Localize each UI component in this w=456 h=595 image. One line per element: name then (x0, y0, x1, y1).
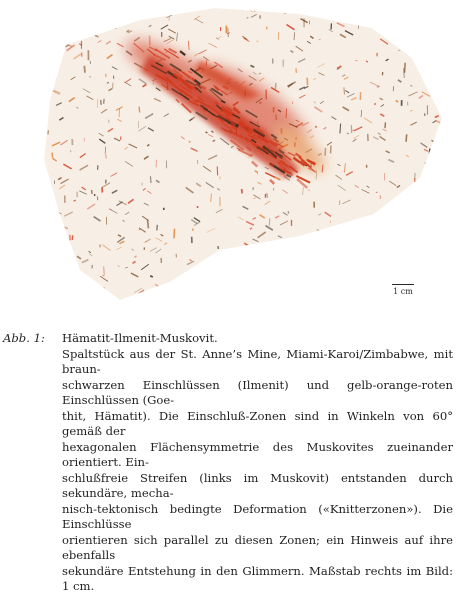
inclusion-speck (168, 12, 173, 15)
inclusion-speck (257, 41, 259, 42)
caption-line: sekundäre Entstehung in den Glimmern. Maßstab rechts im Bild: 1 cm. (62, 564, 453, 595)
inclusion-speck (405, 63, 406, 73)
inclusion-speck (280, 259, 284, 261)
inclusion-speck (67, 22, 74, 26)
inclusion-speck (342, 298, 349, 302)
inclusion-speck (49, 39, 52, 40)
inclusion-speck (406, 134, 407, 142)
inclusion-speck (341, 236, 348, 240)
inclusion-speck (429, 239, 436, 242)
inclusion-speck (51, 51, 59, 56)
inclusion-speck (139, 107, 140, 113)
inclusion-speck (414, 220, 422, 225)
inclusion-speck (373, 13, 381, 17)
inclusion-speck (104, 266, 105, 275)
inclusion-speck (45, 34, 54, 39)
inclusion-speck (413, 195, 415, 196)
inclusion-speck (256, 7, 263, 12)
inclusion-speck (364, 217, 369, 220)
inclusion-speck (346, 273, 352, 276)
inclusion-speck (436, 161, 440, 164)
inclusion-speck (411, 19, 413, 20)
scale-bar-line (392, 284, 414, 285)
caption-line: orientieren sich parallel zu diesen Zonen; ein Hinweis auf ihre ebenfalls (62, 533, 453, 564)
inclusion-speck (255, 254, 256, 263)
inclusion-speck (148, 220, 149, 229)
inclusion-speck (436, 244, 443, 248)
figure-label: Abb. 1: (3, 331, 62, 347)
inclusion-speck (311, 279, 312, 284)
inclusion-speck (315, 126, 317, 127)
inclusion-speck (283, 278, 284, 288)
inclusion-speck (53, 234, 56, 235)
inclusion-speck (341, 233, 348, 237)
inclusion-speck (428, 271, 430, 272)
inclusion-speck (378, 230, 384, 234)
inclusion-speck (425, 20, 432, 25)
inclusion-speck (84, 66, 85, 73)
inclusion-speck (311, 300, 313, 301)
inclusion-speck (398, 210, 399, 217)
inclusion-speck (45, 86, 49, 88)
inclusion-speck (326, 250, 335, 254)
inclusion-speck (443, 22, 444, 32)
inclusion-speck (280, 289, 287, 293)
caption-line: schlußfreie Streifen (links im Muskovit) entstanden durch sekundäre, mecha- (62, 471, 453, 502)
inclusion-speck (409, 28, 415, 31)
inclusion-speck (35, 169, 43, 174)
caption-line: nisch-tektonisch bedingte Deformation («Knitterzonen»). Die Einschlüsse (62, 502, 453, 533)
inclusion-speck (424, 42, 430, 46)
inclusion-speck (228, 284, 230, 285)
inclusion-speck (174, 229, 175, 239)
inclusion-speck (404, 222, 409, 226)
inclusion-speck (317, 230, 325, 234)
inclusion-speck (237, 5, 244, 9)
inclusion-speck (211, 193, 212, 202)
figure-title: Hämatit-Ilmenit-Muskovit. (62, 331, 453, 347)
inclusion-speck (441, 290, 449, 295)
inclusion-speck (314, 232, 322, 238)
inclusion-speck (70, 267, 79, 271)
inclusion-speck (243, 290, 246, 291)
inclusion-speck (387, 21, 394, 25)
inclusion-speck (213, 140, 216, 141)
inclusion-speck (428, 196, 434, 199)
inclusion-speck (206, 132, 208, 133)
inclusion-speck (108, 7, 115, 12)
inclusion-speck (436, 142, 443, 146)
inclusion-speck (62, 281, 68, 284)
inclusion-speck (112, 17, 115, 19)
inclusion-speck (195, 6, 204, 11)
inclusion-speck (419, 208, 425, 212)
inclusion-speck (367, 231, 374, 234)
inclusion-speck (67, 265, 70, 267)
inclusion-speck (396, 259, 398, 260)
inclusion-speck (298, 248, 299, 257)
inclusion-speck (349, 13, 354, 16)
inclusion-speck (289, 286, 296, 291)
figure-caption (3, 331, 453, 595)
inclusion-speck (209, 284, 214, 286)
inclusion-speck (431, 187, 434, 188)
inclusion-speck (51, 16, 55, 19)
inclusion-speck (265, 269, 269, 271)
inclusion-speck (343, 9, 350, 13)
inclusion-speck (389, 246, 397, 250)
inclusion-speck (426, 58, 434, 63)
inclusion-speck (412, 242, 418, 245)
inclusion-speck (41, 69, 44, 71)
inclusion-speck (361, 14, 365, 16)
inclusion-speck (353, 13, 362, 17)
inclusion-speck (290, 239, 295, 243)
inclusion-speck (256, 254, 261, 257)
inclusion-speck (246, 299, 254, 303)
inclusion-speck (247, 294, 248, 301)
inclusion-speck (240, 299, 244, 301)
inclusion-speck (279, 242, 280, 249)
inclusion-speck (389, 26, 393, 29)
inclusion-speck (224, 262, 233, 266)
inclusion-speck (406, 239, 411, 242)
inclusion-speck (398, 198, 402, 201)
inclusion-speck (422, 70, 430, 75)
inclusion-speck (303, 7, 310, 10)
inclusion-speck (340, 248, 341, 258)
inclusion-speck (340, 124, 341, 134)
inclusion-speck (57, 238, 60, 240)
scale-bar-label: 1 cm (385, 287, 421, 296)
caption-line: schwarzen Einschlüssen (Ilmenit) und gelb-orange-roten Einschlüssen (Goe- (62, 378, 453, 409)
inclusion-speck (150, 276, 153, 277)
inclusion-speck (429, 249, 434, 251)
inclusion-speck (293, 289, 296, 291)
inclusion-speck (179, 277, 183, 280)
inclusion-speck (46, 254, 51, 257)
inclusion-speck (430, 248, 431, 255)
caption-body (62, 347, 453, 595)
inclusion-speck (35, 23, 41, 27)
inclusion-speck (78, 282, 81, 283)
inclusion-speck (42, 198, 44, 199)
scale-bar (385, 284, 421, 296)
inclusion-speck (49, 56, 50, 66)
inclusion-speck (374, 103, 376, 104)
inclusion-speck (274, 248, 282, 252)
inclusion-speck (241, 270, 247, 274)
inclusion-speck (410, 253, 415, 256)
inclusion-speck (324, 246, 331, 251)
caption-heading (3, 331, 453, 347)
inclusion-speck (246, 253, 253, 256)
caption-line: hexagonalen Flächensymmetrie des Muskovites zueinander orientiert. Ein- (62, 440, 453, 471)
inclusion-speck (234, 297, 242, 302)
inclusion-speck (419, 238, 427, 242)
inclusion-speck (333, 11, 341, 15)
inclusion-speck (275, 83, 276, 89)
inclusion-speck (352, 251, 361, 255)
inclusion-speck (426, 296, 430, 299)
caption-line: Spaltstück aus der St. Anne’s Mine, Miami-Karoi/Zimbabwe, mit braun- (62, 347, 453, 378)
inclusion-speck (445, 281, 452, 285)
inclusion-speck (345, 243, 351, 246)
inclusion-speck (152, 290, 159, 293)
inclusion-speck (359, 246, 364, 249)
inclusion-speck (376, 288, 378, 289)
inclusion-speck (414, 241, 422, 246)
inclusion-speck (206, 287, 213, 290)
caption-line: thit, Hämatit). Die Einschluß-Zonen sind in Winkeln von 60° gemäß der (62, 409, 453, 440)
inclusion-speck (419, 231, 426, 235)
inclusion-speck (417, 211, 421, 213)
inclusion-speck (288, 295, 295, 299)
inclusion-speck (201, 300, 207, 304)
inclusion-speck (64, 264, 66, 265)
inclusion-speck (436, 152, 444, 158)
inclusion-speck (394, 253, 396, 254)
inclusion-speck (425, 168, 428, 169)
inclusion-speck (395, 200, 400, 203)
inclusion-speck (425, 190, 427, 191)
inclusion-speck (424, 259, 426, 260)
inclusion-speck (217, 263, 224, 267)
inclusion-speck (157, 296, 163, 300)
inclusion-speck (80, 32, 83, 34)
inclusion-speck (324, 236, 329, 239)
inclusion-speck (100, 288, 104, 291)
inclusion-speck (338, 257, 344, 260)
inclusion-speck (42, 116, 46, 118)
inclusion-speck (382, 22, 386, 24)
inclusion-speck (108, 12, 110, 13)
inclusion-speck (437, 37, 440, 39)
inclusion-speck (228, 28, 229, 37)
inclusion-speck (150, 176, 151, 183)
inclusion-speck (243, 292, 250, 297)
inclusion-speck (405, 22, 413, 26)
inclusion-speck (60, 248, 61, 254)
inclusion-speck (165, 287, 172, 291)
